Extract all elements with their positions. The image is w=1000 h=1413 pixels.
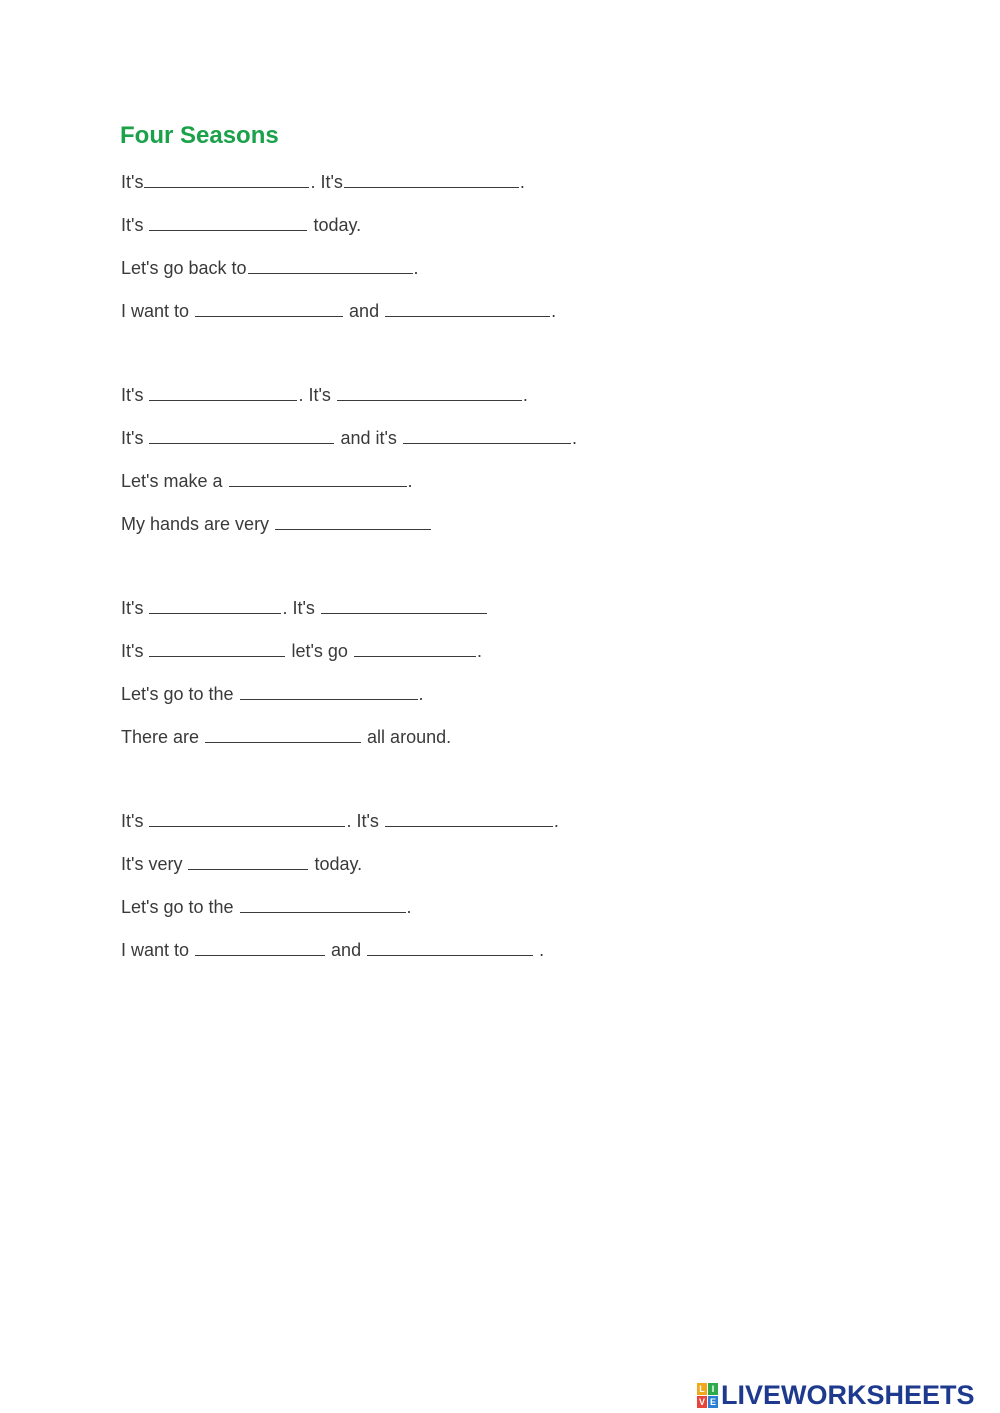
answer-blank[interactable] xyxy=(367,939,533,956)
sentence-line xyxy=(121,853,559,896)
answer-blank[interactable] xyxy=(149,384,297,401)
answer-blank[interactable] xyxy=(321,597,487,614)
sentence-line xyxy=(121,810,559,853)
sentence-line xyxy=(121,384,577,427)
sentence-text: I want to xyxy=(121,940,195,960)
sentence-text: There are xyxy=(121,727,205,747)
sentence-text: . xyxy=(551,301,557,321)
sentence-text: I want to xyxy=(121,301,195,321)
sentence-text: . It's xyxy=(310,172,343,192)
sentence-text: . xyxy=(413,258,419,278)
sentence-text: . xyxy=(553,811,559,831)
sentence-line xyxy=(121,597,488,640)
sentence-line xyxy=(121,683,488,726)
logo-mark-letter: E xyxy=(709,1397,716,1407)
logo-mark-letter: V xyxy=(698,1397,705,1407)
sentence-text: My hands are very xyxy=(121,514,275,534)
sentence-text: all around. xyxy=(362,727,452,747)
sentence-text: today. xyxy=(308,215,362,235)
logo-mark-letter: L xyxy=(697,1383,707,1395)
answer-blank[interactable] xyxy=(149,640,285,657)
sentence-text: Let's go to the xyxy=(121,897,239,917)
sentence-text: . xyxy=(476,641,482,661)
answer-blank[interactable] xyxy=(149,214,307,231)
sentence-text: Let's go back to xyxy=(121,258,247,278)
sentence-line xyxy=(121,427,577,470)
answer-blank[interactable] xyxy=(248,257,413,274)
sentence-text: and xyxy=(344,301,385,321)
stanza-2 xyxy=(121,384,577,556)
sentence-text: It's xyxy=(121,172,144,192)
stanza-3 xyxy=(121,597,488,769)
answer-blank[interactable] xyxy=(195,939,325,956)
sentence-text: . It's xyxy=(282,598,320,618)
sentence-line xyxy=(121,257,556,300)
answer-blank[interactable] xyxy=(240,683,418,700)
sentence-line xyxy=(121,300,556,343)
sentence-line xyxy=(121,513,577,556)
answer-blank[interactable] xyxy=(149,597,281,614)
sentence-line xyxy=(121,214,556,257)
sentence-text: let's go xyxy=(286,641,353,661)
sentence-text: It's xyxy=(121,811,149,831)
sentence-text: . It's xyxy=(346,811,384,831)
logo-text: LIVEWORKSHEETS xyxy=(721,1380,975,1410)
sentence-text: today. xyxy=(309,854,363,874)
sentence-text: It's very xyxy=(121,854,188,874)
sentence-text: It's xyxy=(121,598,149,618)
answer-blank[interactable] xyxy=(195,300,343,317)
answer-blank[interactable] xyxy=(205,726,361,743)
sentence-text: and xyxy=(326,940,367,960)
answer-blank[interactable] xyxy=(403,427,571,444)
answer-blank[interactable] xyxy=(149,810,345,827)
answer-blank[interactable] xyxy=(149,427,334,444)
page-title: Four Seasons xyxy=(120,122,279,149)
liveworksheets-logo xyxy=(697,1380,975,1411)
sentence-line xyxy=(121,726,488,769)
answer-blank[interactable] xyxy=(240,896,406,913)
answer-blank[interactable] xyxy=(188,853,308,870)
answer-blank[interactable] xyxy=(385,300,550,317)
logo-mark-letter: I xyxy=(708,1383,718,1395)
stanza-1 xyxy=(121,171,556,343)
sentence-text: It's xyxy=(121,385,149,405)
sentence-line xyxy=(121,939,559,982)
answer-blank[interactable] xyxy=(229,470,407,487)
sentence-line xyxy=(121,171,556,214)
sentence-text: It's xyxy=(121,428,149,448)
sentence-text: Let's make a xyxy=(121,471,228,491)
sentence-text: . xyxy=(407,471,413,491)
sentence-text: . xyxy=(571,428,577,448)
sentence-text: It's xyxy=(121,215,149,235)
sentence-text: . xyxy=(418,684,424,704)
sentence-line xyxy=(121,470,577,513)
answer-blank[interactable] xyxy=(385,810,553,827)
sentence-line xyxy=(121,896,559,939)
sentence-text: . xyxy=(406,897,412,917)
answer-blank[interactable] xyxy=(354,640,476,657)
answer-blank[interactable] xyxy=(344,171,519,188)
sentence-text: Let's go to the xyxy=(121,684,239,704)
answer-blank[interactable] xyxy=(144,171,309,188)
sentence-text: . xyxy=(519,172,525,192)
stanza-4 xyxy=(121,810,559,982)
answer-blank[interactable] xyxy=(337,384,522,401)
sentence-text: . It's xyxy=(298,385,336,405)
logo-mark-icon xyxy=(697,1383,718,1408)
sentence-text: It's xyxy=(121,641,149,661)
sentence-line xyxy=(121,640,488,683)
sentence-text: . xyxy=(522,385,528,405)
sentence-text: . xyxy=(534,940,545,960)
answer-blank[interactable] xyxy=(275,513,431,530)
sentence-text: and it's xyxy=(335,428,402,448)
